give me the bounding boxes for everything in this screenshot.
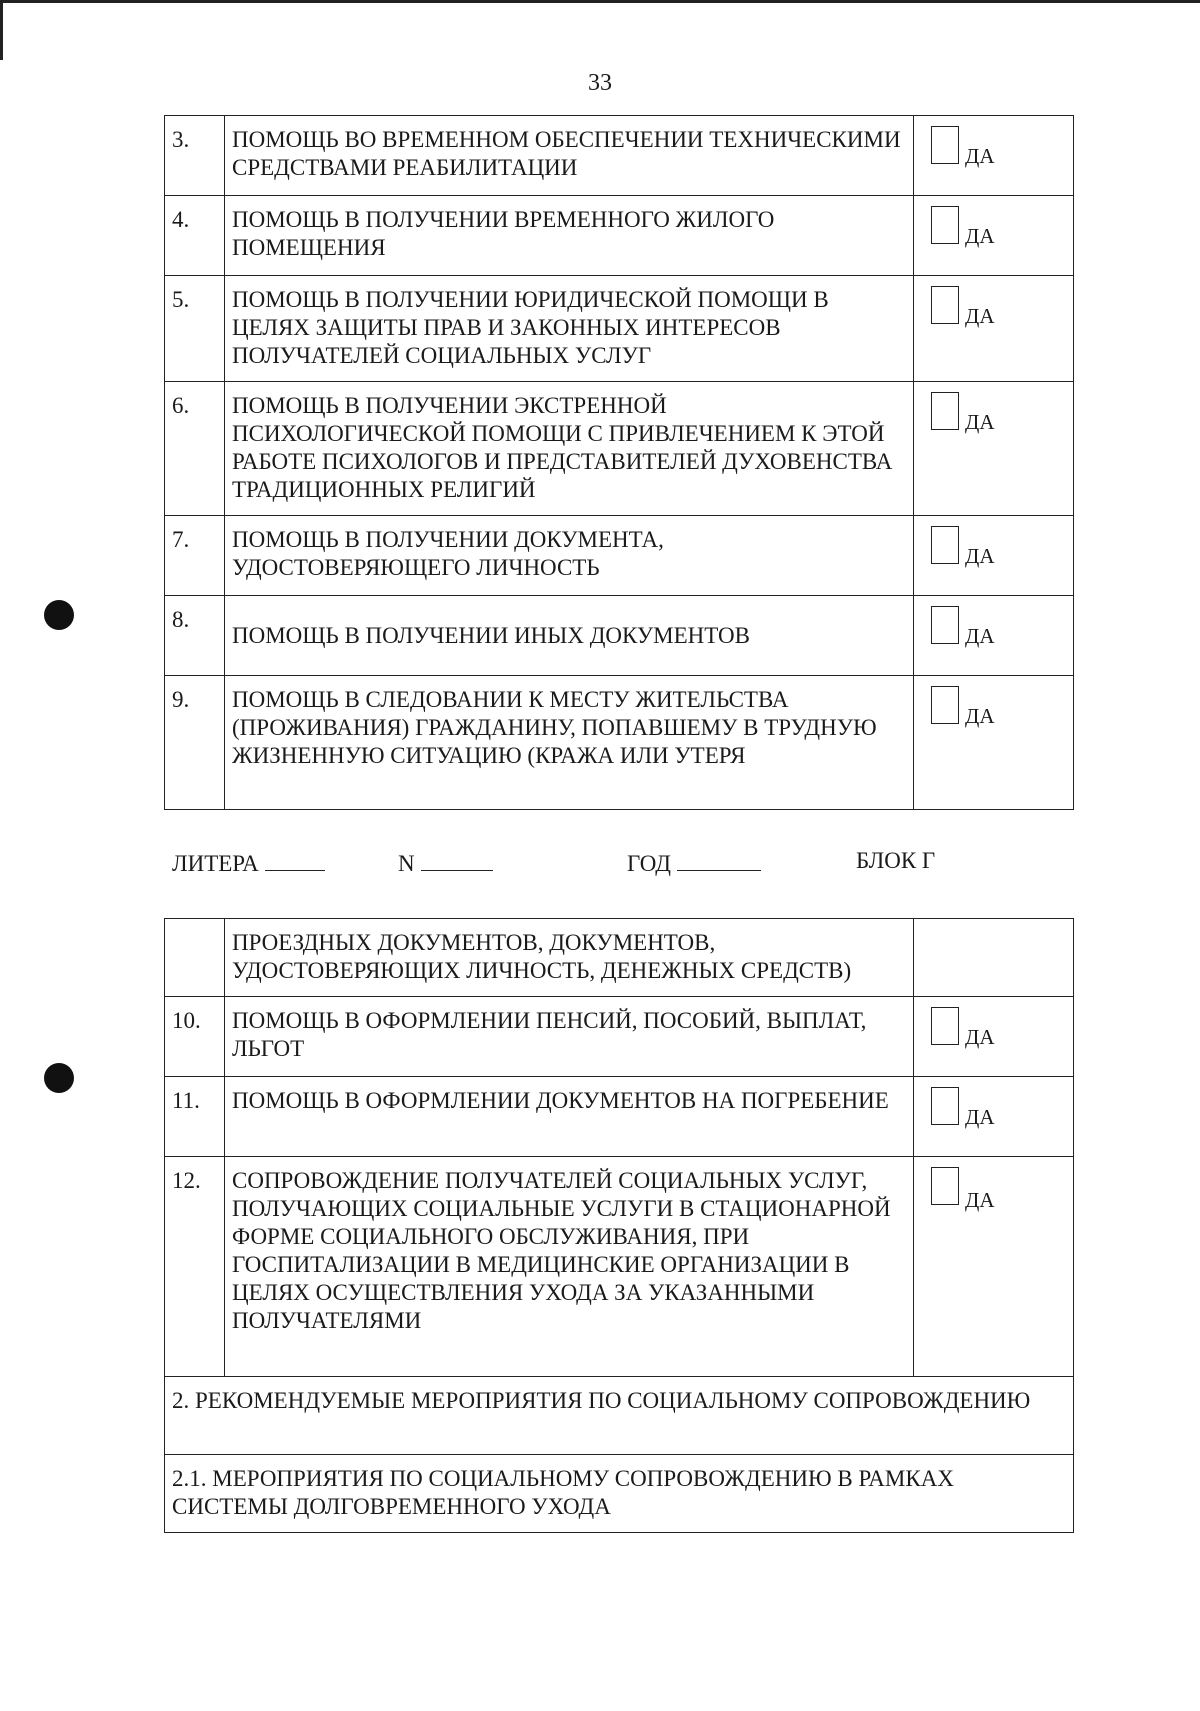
check-cell (914, 196, 1074, 276)
row-number: 10. (165, 997, 225, 1077)
check-cell (914, 997, 1074, 1077)
row-number: 12. (165, 1157, 225, 1377)
table-row (165, 919, 1074, 997)
yes-label: ДА (965, 1105, 995, 1129)
check-cell (914, 676, 1074, 810)
yes-label: ДА (965, 624, 995, 648)
yes-checkbox[interactable] (931, 686, 959, 724)
check-cell (914, 382, 1074, 516)
table-row (165, 516, 1074, 596)
punch-hole-upper (44, 600, 74, 630)
year-blank[interactable] (677, 848, 761, 871)
services-table-1 (164, 115, 1074, 810)
yes-checkbox[interactable] (931, 606, 959, 644)
number-field (398, 848, 493, 877)
year-field (627, 848, 761, 877)
yes-checkbox[interactable] (931, 526, 959, 564)
check-cell (914, 276, 1074, 382)
services-table-2 (164, 918, 1074, 1533)
year-label: ГОД (627, 851, 671, 876)
section-2-heading: 2. РЕКОМЕНДУЕМЫЕ МЕРОПРИЯТИЯ ПО СОЦИАЛЬНОМУ СОПРОВОЖДЕНИЮ (165, 1377, 1074, 1455)
row-text: ПОМОЩЬ ВО ВРЕМЕННОМ ОБЕСПЕЧЕНИИ ТЕХНИЧЕСКИМИ СРЕДСТВАМИ РЕАБИЛИТАЦИИ (225, 116, 914, 196)
table-row (165, 596, 1074, 676)
row-text: ПОМОЩЬ В ПОЛУЧЕНИИ ВРЕМЕННОГО ЖИЛОГО ПОМЕЩЕНИЯ (225, 196, 914, 276)
yes-checkbox[interactable] (931, 1087, 959, 1125)
yes-label: ДА (965, 304, 995, 328)
check-cell (914, 116, 1074, 196)
table-row (165, 382, 1074, 516)
yes-label: ДА (965, 410, 995, 434)
yes-label: ДА (965, 1025, 995, 1049)
scan-top-border (0, 0, 1200, 3)
yes-checkbox[interactable] (931, 392, 959, 430)
yes-label: ДА (965, 224, 995, 248)
yes-checkbox[interactable] (931, 1167, 959, 1205)
row-number: 5. (165, 276, 225, 382)
row-number: 8. (165, 596, 225, 676)
check-cell (914, 1077, 1074, 1157)
yes-label: ДА (965, 1188, 995, 1212)
row-number: 3. (165, 116, 225, 196)
table-row (165, 1157, 1074, 1377)
row-text: ПОМОЩЬ В ПОЛУЧЕНИИ ДОКУМЕНТА, УДОСТОВЕРЯЮЩЕГО ЛИЧНОСТЬ (225, 516, 914, 596)
row-text: ПОМОЩЬ В ПОЛУЧЕНИИ ЭКСТРЕННОЙ ПСИХОЛОГИЧЕСКОЙ ПОМОЩИ С ПРИВЛЕЧЕНИЕМ К ЭТОЙ РАБОТЕ ПСИХОЛОГОВ И ПРЕДСТАВИТЕЛЕЙ ДУХОВЕНСТВА ТРАДИЦИОННЫХ РЕЛИГИЙ (225, 382, 914, 516)
yes-label: ДА (965, 144, 995, 168)
table-row (165, 196, 1074, 276)
row-text: ПОМОЩЬ В ОФОРМЛЕНИИ ПЕНСИЙ, ПОСОБИЙ, ВЫПЛАТ, ЛЬГОТ (225, 997, 914, 1077)
litera-label: ЛИТЕРА (172, 851, 259, 876)
section-row (165, 1377, 1074, 1455)
row-number: 9. (165, 676, 225, 810)
row-number: 11. (165, 1077, 225, 1157)
row-number: 4. (165, 196, 225, 276)
check-cell (914, 1157, 1074, 1377)
row-text: ПОМОЩЬ В ОФОРМЛЕНИИ ДОКУМЕНТОВ НА ПОГРЕБЕНИЕ (225, 1077, 914, 1157)
row-number: 7. (165, 516, 225, 596)
number-label: N (398, 851, 415, 876)
punch-hole-lower (44, 1063, 74, 1093)
section-2-1-heading: 2.1. МЕРОПРИЯТИЯ ПО СОЦИАЛЬНОМУ СОПРОВОЖДЕНИЮ В РАМКАХ СИСТЕМЫ ДОЛГОВРЕМЕННОГО УХОДА (165, 1455, 1074, 1533)
check-cell-empty (914, 919, 1074, 997)
block-label: БЛОК Г (856, 848, 936, 873)
row-text: ПОМОЩЬ В СЛЕДОВАНИИ К МЕСТУ ЖИТЕЛЬСТВА (ПРОЖИВАНИЯ) ГРАЖДАНИНУ, ПОПАВШЕМУ В ТРУДНУЮ ЖИЗНЕННУЮ СИТУАЦИЮ (КРАЖА ИЛИ УТЕРЯ (225, 676, 914, 810)
row-text: ПОМОЩЬ В ПОЛУЧЕНИИ ИНЫХ ДОКУМЕНТОВ (225, 596, 914, 676)
section-row (165, 1455, 1074, 1533)
yes-checkbox[interactable] (931, 126, 959, 164)
row-text: ПОМОЩЬ В ПОЛУЧЕНИИ ЮРИДИЧЕСКОЙ ПОМОЩИ В ЦЕЛЯХ ЗАЩИТЫ ПРАВ И ЗАКОННЫХ ИНТЕРЕСОВ ПОЛУЧАТЕЛЕЙ СОЦИАЛЬНЫХ УСЛУГ (225, 276, 914, 382)
table-row (165, 676, 1074, 810)
check-cell (914, 596, 1074, 676)
scan-left-border (0, 0, 3, 60)
record-header-line (172, 848, 1022, 880)
table-row (165, 997, 1074, 1077)
page-number: 33 (588, 70, 612, 96)
table-row (165, 276, 1074, 382)
row-number: 6. (165, 382, 225, 516)
table-row (165, 1077, 1074, 1157)
continuation-text: ПРОЕЗДНЫХ ДОКУМЕНТОВ, ДОКУМЕНТОВ, УДОСТОВЕРЯЮЩИХ ЛИЧНОСТЬ, ДЕНЕЖНЫХ СРЕДСТВ) (225, 919, 914, 997)
yes-label: ДА (965, 704, 995, 728)
yes-checkbox[interactable] (931, 286, 959, 324)
yes-checkbox[interactable] (931, 206, 959, 244)
row-number-empty (165, 919, 225, 997)
yes-checkbox[interactable] (931, 1007, 959, 1045)
check-cell (914, 516, 1074, 596)
litera-field (172, 848, 325, 877)
number-blank[interactable] (421, 848, 493, 871)
table-row (165, 116, 1074, 196)
litera-blank[interactable] (265, 848, 325, 871)
row-text: СОПРОВОЖДЕНИЕ ПОЛУЧАТЕЛЕЙ СОЦИАЛЬНЫХ УСЛУГ, ПОЛУЧАЮЩИХ СОЦИАЛЬНЫЕ УСЛУГИ В СТАЦИОНАРНОЙ ФОРМЕ СОЦИАЛЬНОГО ОБСЛУЖИВАНИЯ, ПРИ ГОСПИТАЛИЗАЦИИ В МЕДИЦИНСКИЕ ОРГАНИЗАЦИИ В ЦЕЛЯХ ОСУЩЕСТВЛЕНИЯ УХОДА ЗА УКАЗАННЫМИ ПОЛУЧАТЕЛЯМИ (225, 1157, 914, 1377)
yes-label: ДА (965, 544, 995, 568)
